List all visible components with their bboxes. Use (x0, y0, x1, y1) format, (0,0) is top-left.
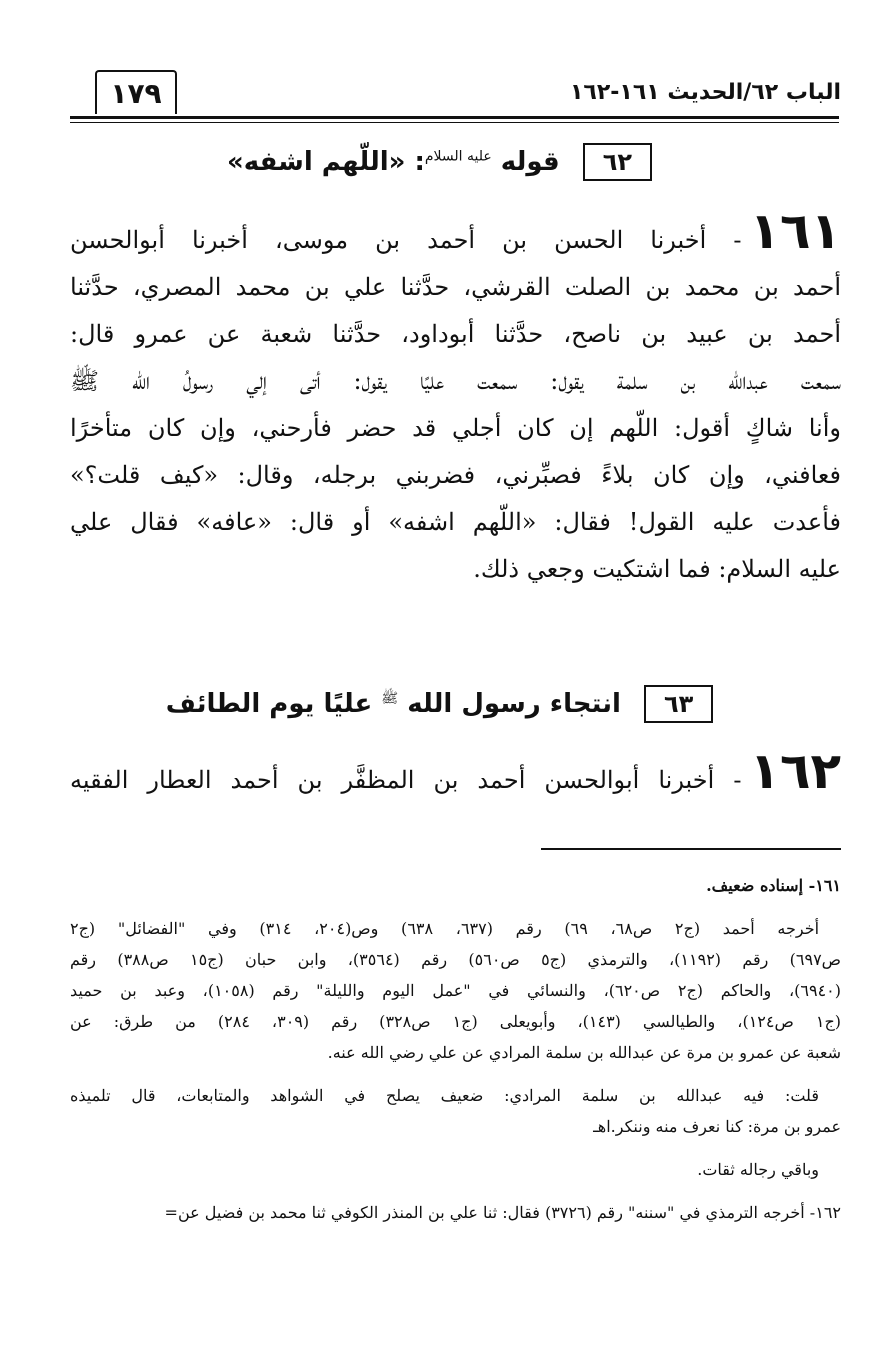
hadith-161-line-4: سمعت عبدالله بن سلمة يقول: سمعت عليًا يقول: أتى إلي رسولُ الله ﷺ (70, 367, 841, 395)
hadith-161-line-2: أحمد بن محمد بن الصلت القرشي، حدَّثنا علي بن محمد المصري، حدَّثنا (70, 273, 841, 301)
footnote-161-takhrij-4: (ج١ ص١٢٤)، والطيالسي (١٤٣)، وأبويعلى (ج١ ص٣٢٨) رقم (٣٠٩، ٢٨٤) من طرق: عن (70, 1012, 841, 1031)
page-number: ١٧٩ (95, 70, 177, 114)
running-head: الباب ٦٢/الحديث ١٦١-١٦٢ (569, 80, 841, 105)
honorific-mark: ﷺ (381, 690, 399, 707)
honorific-mark: عليه السلام (424, 148, 492, 165)
hadith-162-number: ١٦٢ (749, 748, 841, 800)
footnote-161-takhrij-2: ص٦٩٧) رقم (١١٩٢)، والترمذي (ج٥ ص٥٦٠) رقم (٣٥٦٤)، وابن حبان (ج١٥ ص٣٨٨) رقم (70, 950, 841, 969)
hadith-162-line-1 (70, 748, 841, 804)
hadith-161-line-8: عليه السلام: فما اشتكيت وجعي ذلك. (473, 555, 841, 583)
hadith-161-line-7: فأعدت عليه القول! فقال: «اللّهم اشفه» أو قال: «عافه» فقال علي (70, 508, 841, 536)
hadith-161-line-1-text: - أخبرنا الحسن بن أحمد بن موسى، أخبرنا أبوالحسن (70, 226, 742, 254)
footnote-161-takhrij-3: (٦٩٤٠)، والحاكم (ج٢ ص٦٢٠)، والنسائي في "عمل اليوم والليلة" رقم (١٠٥٨)، وعبد بن حميد (70, 981, 841, 1000)
hadith-162-line-1-text: - أخبرنا أبوالحسن أحمد بن المظفَّر بن أحمد العطار الفقيه (70, 766, 742, 794)
chapter-62-title-before: قوله (500, 147, 560, 177)
footnotes (70, 870, 841, 1228)
footnote-161-takhrij-1: أخرجه أحمد (ج٢ ص٦٨، ٦٩) رقم (٦٣٧، ٦٣٨) وص(٢٠٤، ٣١٤) وفي "الفضائل" (ج٢ (70, 919, 820, 938)
footnote-161-title: ١٦١- إسناده ضعيف. (706, 876, 841, 895)
chapter-63-heading (40, 685, 839, 723)
chapter-62-heading (40, 143, 839, 181)
footnote-161-note-1: قلت: فيه عبدالله بن سلمة المرادي: ضعيف يصلح في الشواهد والمتابعات، قال تلميذه (70, 1086, 819, 1105)
chapter-63-title-after: عليًا يوم الطائف (165, 689, 373, 719)
chapter-63-title-before: انتجاء رسول الله (407, 689, 621, 719)
header-rule (70, 116, 839, 119)
header-rule-thin (70, 122, 839, 123)
hadith-161 (70, 208, 841, 593)
footnote-161-note-2: عمرو بن مرة: كنا نعرف منه وننكر.اهـ (593, 1117, 841, 1136)
footnote-162: ١٦٢- أخرجه الترمذي في "سننه" رقم (٣٧٢٦) فقال: ثنا علي بن المنذر الكوفي ثنا محمد بن فضيل عن= (164, 1203, 841, 1222)
footnote-161-takhrij-5: شعبة عن عمرو بن مرة عن عبدالله بن سلمة المرادي عن علي رضي الله عنه. (327, 1043, 841, 1062)
hadith-161-number: ١٦١ (749, 208, 841, 260)
footnote-161-rest: وباقي رجاله ثقات. (697, 1160, 819, 1179)
hadith-161-line-6: فعافني، وإن كان بلاءً فصبِّرني، فضربني برجله، وقال: «كيف قلت؟» (70, 461, 841, 489)
footnote-rule (541, 848, 841, 850)
chapter-63-number: ٦٣ (644, 685, 713, 723)
hadith-161-line-5: وأنا شاكٍ أقول: اللّهم إن كان أجلي قد حضر فأرحني، وإن كان متأخرًا (70, 414, 841, 442)
hadith-162 (70, 748, 841, 804)
chapter-62-title-after: : «اللّهم اشفه» (226, 147, 425, 177)
hadith-161-line-1 (70, 208, 841, 264)
hadith-161-line-3: أحمد بن عبيد بن ناصح، حدَّثنا أبوداود، حدَّثنا شعبة عن عمرو قال: (70, 320, 841, 348)
chapter-62-number: ٦٢ (583, 143, 652, 181)
